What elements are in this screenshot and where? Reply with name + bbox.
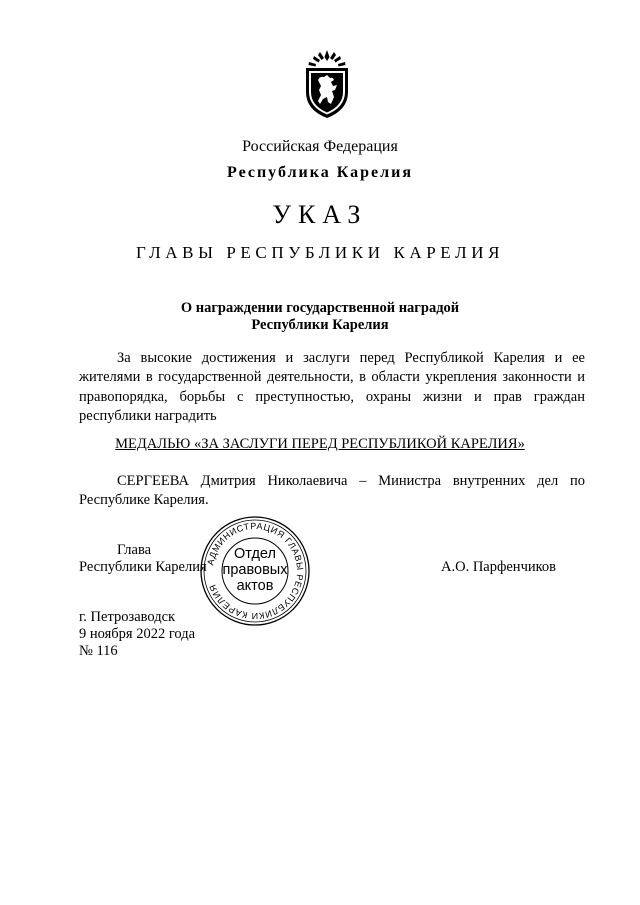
- decree-number: № 116: [79, 643, 118, 660]
- signature-title-line-1: Глава: [117, 542, 152, 558]
- signer-name: А.О. Парфенчиков: [441, 559, 557, 575]
- signature-title-line-2: Республики Карелия: [79, 559, 207, 575]
- stamp-line-1: Отдел: [234, 546, 276, 562]
- stamp-line-2: правовых: [222, 562, 288, 578]
- stamp-ring-text: АДМИНИСТРАЦИЯ ГЛАВЫ РЕСПУБЛИКИ КАРЕЛИЯ: [205, 520, 306, 622]
- karelia-coat-of-arms-icon: [300, 48, 354, 120]
- country-name: Российская Федерация: [242, 138, 398, 155]
- document-issuer: ГЛАВЫ РЕСПУБЛИКИ КАРЕЛИЯ: [135, 243, 505, 262]
- issue-date: 9 ноября 2022 года: [79, 626, 196, 643]
- issue-place: г. Петрозаводск: [79, 609, 176, 625]
- decree-body-paragraph: За высокие достижения и заслуги перед Республикой Карелия и ее жителями в государственной деятельности, в области укрепления законности и правопорядка, борьбы с преступностью, охраны жизни и прав граждан республики наградить: [79, 350, 585, 424]
- award-recipient: СЕРГЕЕВА Дмитрия Николаевича – Министра внутренних дел по Республике Карелия.: [79, 473, 585, 509]
- document-type: УКАЗ: [272, 200, 368, 229]
- decree-footer: [79, 609, 195, 661]
- medal-name: МЕДАЛЬЮ «ЗА ЗАСЛУГИ ПЕРЕД РЕСПУБЛИКОЙ КАРЕЛИЯ»: [115, 436, 525, 452]
- stamp-line-3: актов: [236, 578, 274, 594]
- subject-line-2: Республики Карелия: [251, 317, 389, 333]
- subject-line-1: О награждении государственной наградой: [180, 300, 460, 316]
- republic-name: Республика Карелия: [227, 164, 413, 181]
- decree-subject: [0, 300, 640, 334]
